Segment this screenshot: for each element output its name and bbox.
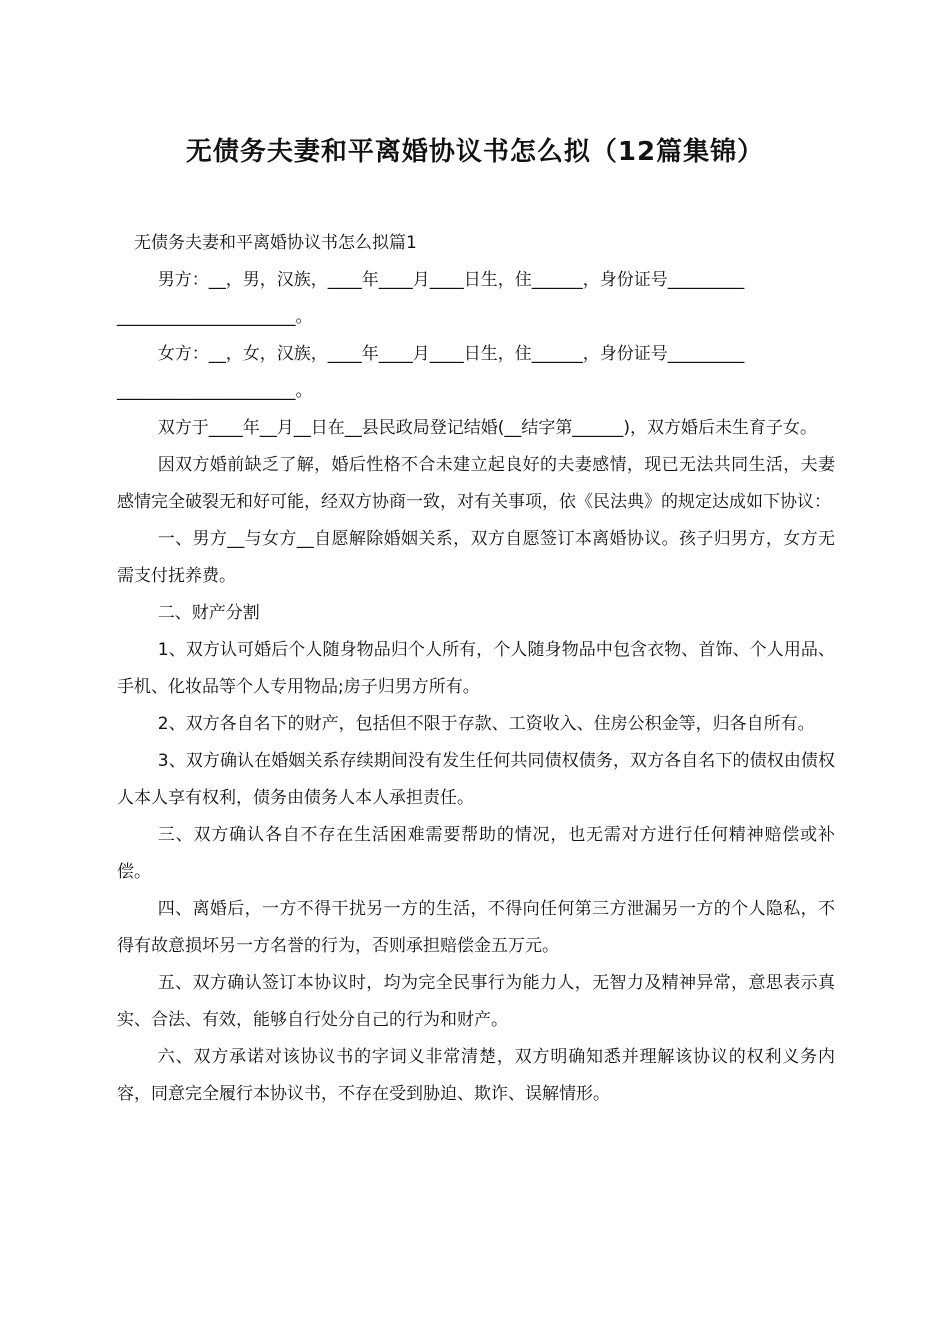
- paragraph-female-party: 女方：__，女，汉族，____年____月____日生，住______，身份证号_________: [157, 344, 745, 364]
- paragraph-male-party: 男方：__，男，汉族，____年____月____日生，住______，身份证号_________: [157, 270, 745, 290]
- paragraph-clause-3: 三、双方确认各自不存在生活困难需要帮助的情况，也无需对方进行任何精神赔偿或补偿。: [117, 825, 835, 882]
- paragraph-clause-2-heading: 二、财产分割: [157, 603, 260, 623]
- paragraph-reason: 因双方婚前缺乏了解，婚后性格不合未建立起良好的夫妻感情，现已无法共同生活，夫妻感情完全破裂无和好可能，经双方协商一致，对有关事项，依《民法典》的规定达成如下协议：: [117, 455, 835, 512]
- paragraph-clause-5: 五、双方确认签订本协议时，均为完全民事行为能力人，无智力及精神异常，意思表示真实、合法、有效，能够自行处分自己的行为和财产。: [117, 973, 835, 1030]
- section-subtitle: 无债务夫妻和平离婚协议书怎么拟篇1: [134, 233, 417, 253]
- paragraph-property-1: 1、双方认可婚后个人随身物品归个人所有，个人随身物品中包含衣物、首饰、个人用品、手机、化妆品等个人专用物品;房子归男方所有。: [117, 640, 835, 697]
- paragraph-property-3: 3、双方确认在婚姻关系存续期间没有发生任何共同债权债务，双方各自名下的债权由债权人本人享有权利，债务由债务人本人承担责任。: [117, 751, 835, 808]
- document-body: [117, 225, 835, 1113]
- paragraph-male-party-id-line: _____________________。: [117, 307, 313, 327]
- paragraph-female-party-id-line: _____________________。: [117, 381, 313, 401]
- paragraph-marriage-registration: 双方于____年__月__日在__县民政局登记结婚(__结字第______)，双方婚后未生育子女。: [157, 418, 818, 438]
- paragraph-clause-6: 六、双方承诺对该协议书的字词义非常清楚，双方明确知悉并理解该协议的权利义务内容，同意完全履行本协议书，不存在受到胁迫、欺诈、误解情形。: [117, 1047, 835, 1104]
- paragraph-clause-4: 四、离婚后，一方不得干扰另一方的生活，不得向任何第三方泄漏另一方的个人隐私，不得有故意损坏另一方名誉的行为，否则承担赔偿金五万元。: [117, 899, 835, 956]
- paragraph-property-2: 2、双方各自名下的财产，包括但不限于存款、工资收入、住房公积金等，归各自所有。: [157, 714, 815, 734]
- paragraph-clause-1: 一、男方__与女方__自愿解除婚姻关系，双方自愿签订本离婚协议。孩子归男方，女方无需支付抚养费。: [117, 529, 835, 586]
- document-title: 无债务夫妻和平离婚协议书怎么拟（12篇集锦）: [185, 137, 765, 167]
